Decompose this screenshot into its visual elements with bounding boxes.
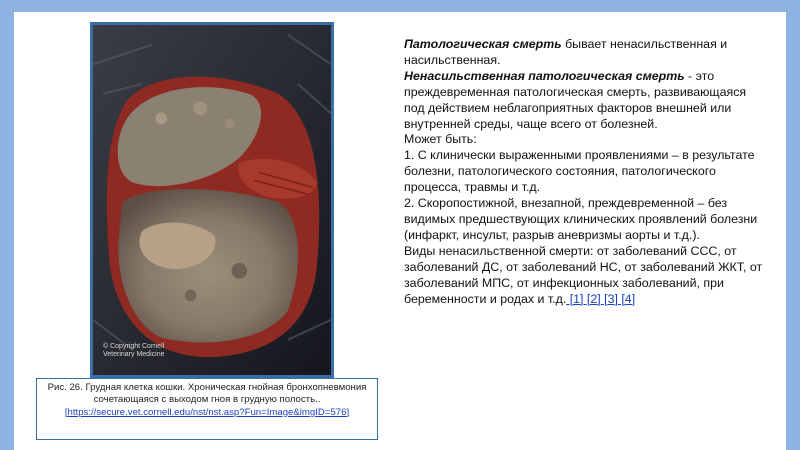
specimen-image [93, 25, 331, 375]
paragraph-2 [404, 69, 764, 133]
watermark-line2: Veterinary Medicine [103, 351, 165, 358]
specimen-photo [90, 22, 334, 378]
copyright-watermark [103, 343, 164, 359]
term-nonviolent-death: Ненасильственная патологическая смерть [404, 68, 685, 83]
term-pathological-death: Патологическая смерть [404, 37, 562, 51]
paragraph-5: 2. Скоропостижной, внезапной, преждевременной – без видимых предшествующих клинических проявлений болезни (инфаркт, инсульт, разрыв аневризмы аорты и т.д.). [404, 196, 758, 242]
paragraph-2-rest: - это преждевременная патологическая смерть, развивающаяся под действием неблагоприятных факторов внешней или внутренней среды, чаще всего от болезней. [404, 68, 747, 131]
body-text [404, 37, 764, 307]
watermark-line1: © Copyright Cornell [103, 343, 165, 350]
caption-text: Рис. 26. Грудная клетка кошки. Хроническая гнойная бронхопневмония сочетающаяся с выходом гноя в грудную полость.. [47, 382, 367, 406]
figure-caption [36, 378, 378, 440]
paragraph-1 [404, 37, 764, 69]
paragraph-1-rest: бывает ненасильственная и насильственная. [404, 37, 728, 67]
reference-link-3[interactable]: [3] [600, 291, 618, 306]
paragraph-3: Может быть: [404, 132, 477, 147]
paragraph-6 [404, 244, 764, 308]
reference-link-4[interactable]: [4] [617, 291, 636, 306]
caption-source-link[interactable]: [https://secure.vet.cornell.edu/nst/nst.asp?Fun=Image&imgID=576] [64, 406, 350, 418]
reference-link-1[interactable]: [1] [566, 291, 584, 306]
slide [14, 12, 786, 450]
reference-link-2[interactable]: [2] [583, 291, 601, 306]
paragraph-6-text: Виды ненасильственной смерти: от заболеваний ССС, от заболеваний ДС, от заболеваний НС, от заболеваний ЖКТ, от заболеваний МПС, от инфекционных заболеваний, при беременности и родах и т.д. [404, 243, 763, 306]
paragraph-4: 1. С клинически выраженными проявлениями – в результате болезни, патологического состояния, патологического процесса, травмы и т.д. [404, 148, 755, 195]
